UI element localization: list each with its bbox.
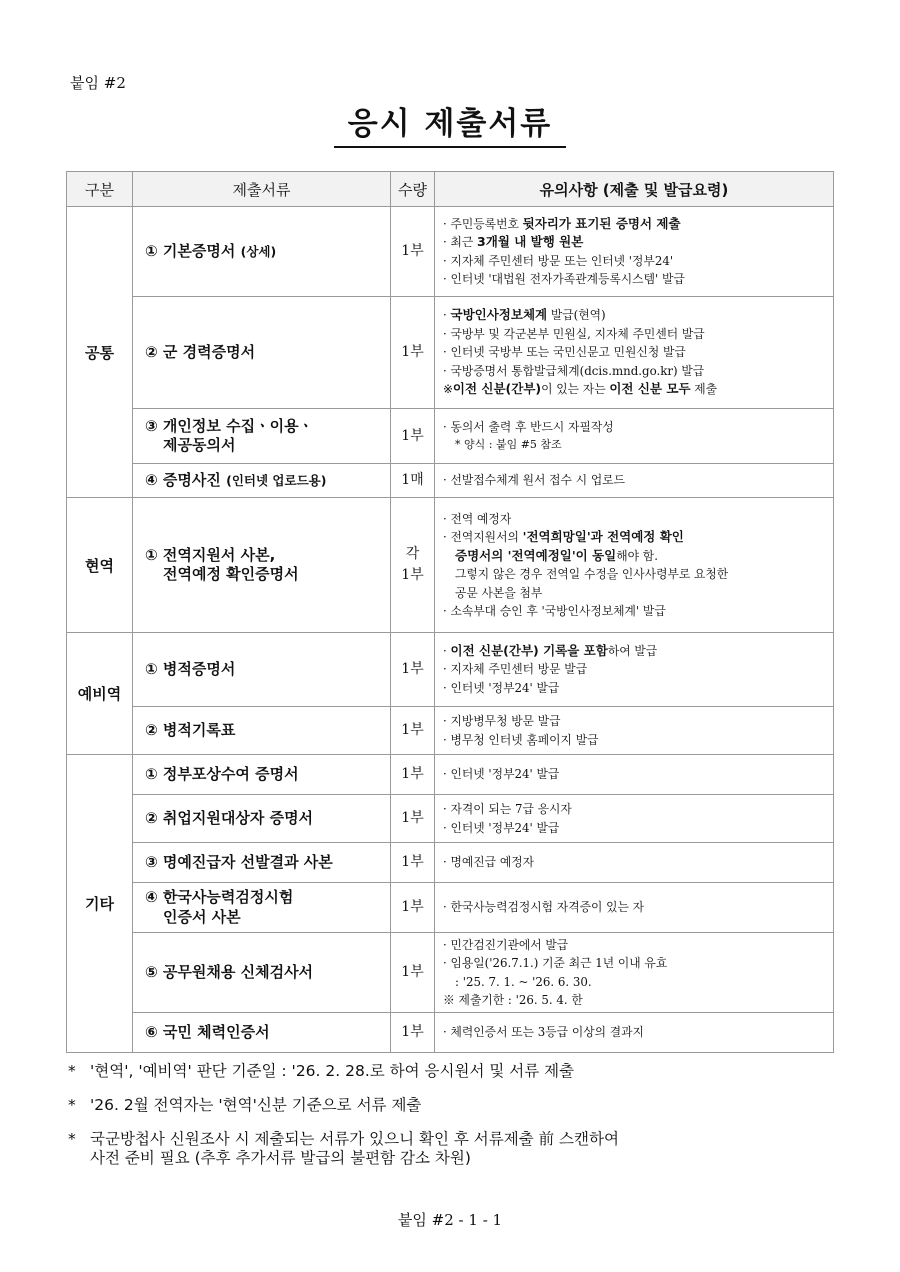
note-line: · 전역 예정자 — [443, 511, 512, 526]
category-cell: 예비역 — [67, 633, 133, 755]
header-document: 제출서류 — [133, 172, 391, 207]
footnote: * '현역', '예비역' 판단 기준일 : '26. 2. 28.로 하여 응시원서 및 서류 제출 — [68, 1062, 575, 1080]
notes-cell: · 인터넷 '정부24' 발급 — [435, 755, 834, 795]
note-line: · 인터넷 '정부24' 발급 — [443, 680, 560, 695]
note-line: · 민간검진기관에서 발급 — [443, 937, 569, 952]
footnote: * 국군방첩사 신원조사 시 제출되는 서류가 있으니 확인 후 서류제출 前 스캔하여 사전 준비 필요 (추후 추가서류 발급의 불편함 감소 차원) — [68, 1130, 619, 1167]
note-line: · 임용일('26.7.1.) 기준 최근 1년 이내 유효 — [443, 956, 668, 970]
document-cell: ③ 개인정보 수집ㆍ이용ㆍ 제공동의서 — [133, 409, 391, 464]
header-notes: 유의사항 (제출 및 발급요령) — [435, 172, 834, 207]
table-row — [67, 883, 834, 933]
document-cell: ② 군 경력증명서 — [133, 297, 391, 409]
quantity-cell: 각 1부 — [391, 498, 435, 633]
notes-cell: · 선발접수체계 원서 접수 시 업로드 — [435, 464, 834, 498]
table-row — [67, 464, 834, 498]
note-line: 그렇지 않은 경우 전역일 수정을 인사사령부로 요청한 — [455, 567, 729, 581]
table-row — [67, 1013, 834, 1053]
quantity-cell: 1부 — [391, 409, 435, 464]
quantity-cell: 1부 — [391, 297, 435, 409]
document-cell: ② 병적기록표 — [133, 707, 391, 755]
table-row — [67, 707, 834, 755]
document-cell: ⑤ 공무원채용 신체검사서 — [133, 933, 391, 1013]
notes-cell — [435, 707, 834, 755]
footnotes — [66, 1062, 846, 1183]
page-title: 응시 제출서류 — [347, 106, 553, 142]
table-row — [67, 755, 834, 795]
note-line: 공문 사본을 첨부 — [455, 585, 543, 600]
quantity-cell: 1부 — [391, 707, 435, 755]
notes-cell — [435, 498, 834, 633]
document-cell: ④ 증명사진 (인터넷 업로드용) — [133, 464, 391, 498]
document-cell: ① 전역지원서 사본, 전역예정 확인증명서 — [133, 498, 391, 633]
notes-cell — [435, 409, 834, 464]
note-line: · 최근 3개월 내 발행 원본 — [443, 234, 584, 249]
table-row — [67, 933, 834, 1013]
note-line: · 지자체 주민센터 방문 또는 인터넷 '정부24' — [443, 253, 674, 268]
note-line: ※ 제출기한 : '26. 5. 4. 한 — [443, 993, 583, 1007]
note-line: 증명서의 '전역예정일'이 동일해야 함. — [455, 547, 658, 563]
document-note: (상세) — [240, 243, 277, 259]
note-line: · 소속부대 승인 후 '국방인사정보체계' 발급 — [443, 604, 666, 618]
note-line: · 지자체 주민센터 방문 발급 — [443, 662, 588, 677]
notes-cell — [435, 297, 834, 409]
table-row — [67, 633, 834, 707]
table-row — [67, 297, 834, 409]
footnote: * '26. 2월 전역자는 '현역'신분 기준으로 서류 제출 — [68, 1096, 422, 1114]
page-number: 붙임 #2 - 1 - 1 — [397, 1211, 503, 1229]
category-cell: 공통 — [67, 207, 133, 498]
quantity-cell: 1부 — [391, 933, 435, 1013]
document-cell: ① 정부포상수여 증명서 — [133, 755, 391, 795]
note-line: · 국방증명서 통합발급체계(dcis.mnd.go.kr) 발급 — [443, 363, 705, 378]
header-category: 구분 — [67, 172, 133, 207]
note-line: · 국방부 및 각군본부 민원실, 지자체 주민센터 발급 — [443, 326, 705, 341]
quantity-cell: 1매 — [391, 464, 435, 498]
documents-table — [66, 171, 834, 1053]
note-line: * 양식 : 붙임 #5 참조 — [455, 438, 562, 451]
quantity-cell: 1부 — [391, 207, 435, 297]
document-cell: ④ 한국사능력검정시험 인증서 사본 — [133, 883, 391, 933]
table-row — [67, 795, 834, 843]
category-cell: 현역 — [67, 498, 133, 633]
document-cell — [133, 207, 391, 297]
note-line: · 전역지원서의 '전역희망일'과 전역예정 확인 — [443, 529, 684, 544]
document-cell: ③ 명예진급자 선발결과 사본 — [133, 843, 391, 883]
note-line: · 동의서 출력 후 반드시 자필작성 — [443, 419, 614, 434]
quantity-cell: 1부 — [391, 795, 435, 843]
note-line: · 인터넷 국방부 또는 국민신문고 민원신청 발급 — [443, 345, 686, 360]
note-line: ※이전 신분(간부)이 있는 자는 이전 신분 모두 제출 — [443, 381, 718, 397]
notes-cell — [435, 795, 834, 843]
notes-cell — [435, 933, 834, 1013]
notes-cell: · 한국사능력검정시험 자격증이 있는 자 — [435, 883, 834, 933]
quantity-cell: 1부 — [391, 1013, 435, 1053]
note-line: · 인터넷 '대법원 전자가족관계등록시스템' 발급 — [443, 272, 685, 286]
table-header-row — [67, 172, 834, 207]
document-name: ① 기본증명서 — [145, 241, 236, 260]
table-row — [67, 843, 834, 883]
title-underline — [334, 146, 566, 148]
notes-cell — [435, 633, 834, 707]
notes-cell: · 명예진급 예정자 — [435, 843, 834, 883]
document-cell: ⑥ 국민 체력인증서 — [133, 1013, 391, 1053]
header-quantity: 수량 — [391, 172, 435, 207]
document-cell: ① 병적증명서 — [133, 633, 391, 707]
attachment-label: 붙임 #2 — [70, 74, 126, 92]
quantity-cell: 1부 — [391, 883, 435, 933]
document-cell: ② 취업지원대상자 증명서 — [133, 795, 391, 843]
notes-cell — [435, 207, 834, 297]
note-line: · 병무청 인터넷 홈페이지 발급 — [443, 732, 599, 747]
quantity-cell: 1부 — [391, 755, 435, 795]
table-row — [67, 498, 834, 633]
category-cell: 기타 — [67, 755, 133, 1053]
note-line: · 인터넷 '정부24' 발급 — [443, 820, 560, 835]
notes-cell: · 체력인증서 또는 3등급 이상의 결과지 — [435, 1013, 834, 1053]
note-line: · 이전 신분(간부) 기록을 포함하여 발급 — [443, 642, 658, 658]
note-line: : '25. 7. 1. ~ '26. 6. 30. — [455, 974, 592, 989]
note-line: · 지방병무청 방문 발급 — [443, 714, 561, 728]
quantity-cell: 1부 — [391, 843, 435, 883]
note-line: · 주민등록번호 뒷자리가 표기된 증명서 제출 — [443, 215, 681, 231]
table-row — [67, 207, 834, 297]
quantity-cell: 1부 — [391, 633, 435, 707]
note-line: · 자격이 되는 7급 응시자 — [443, 802, 572, 816]
note-line: · 국방인사정보체계 발급(현역) — [443, 307, 606, 323]
table-row — [67, 409, 834, 464]
